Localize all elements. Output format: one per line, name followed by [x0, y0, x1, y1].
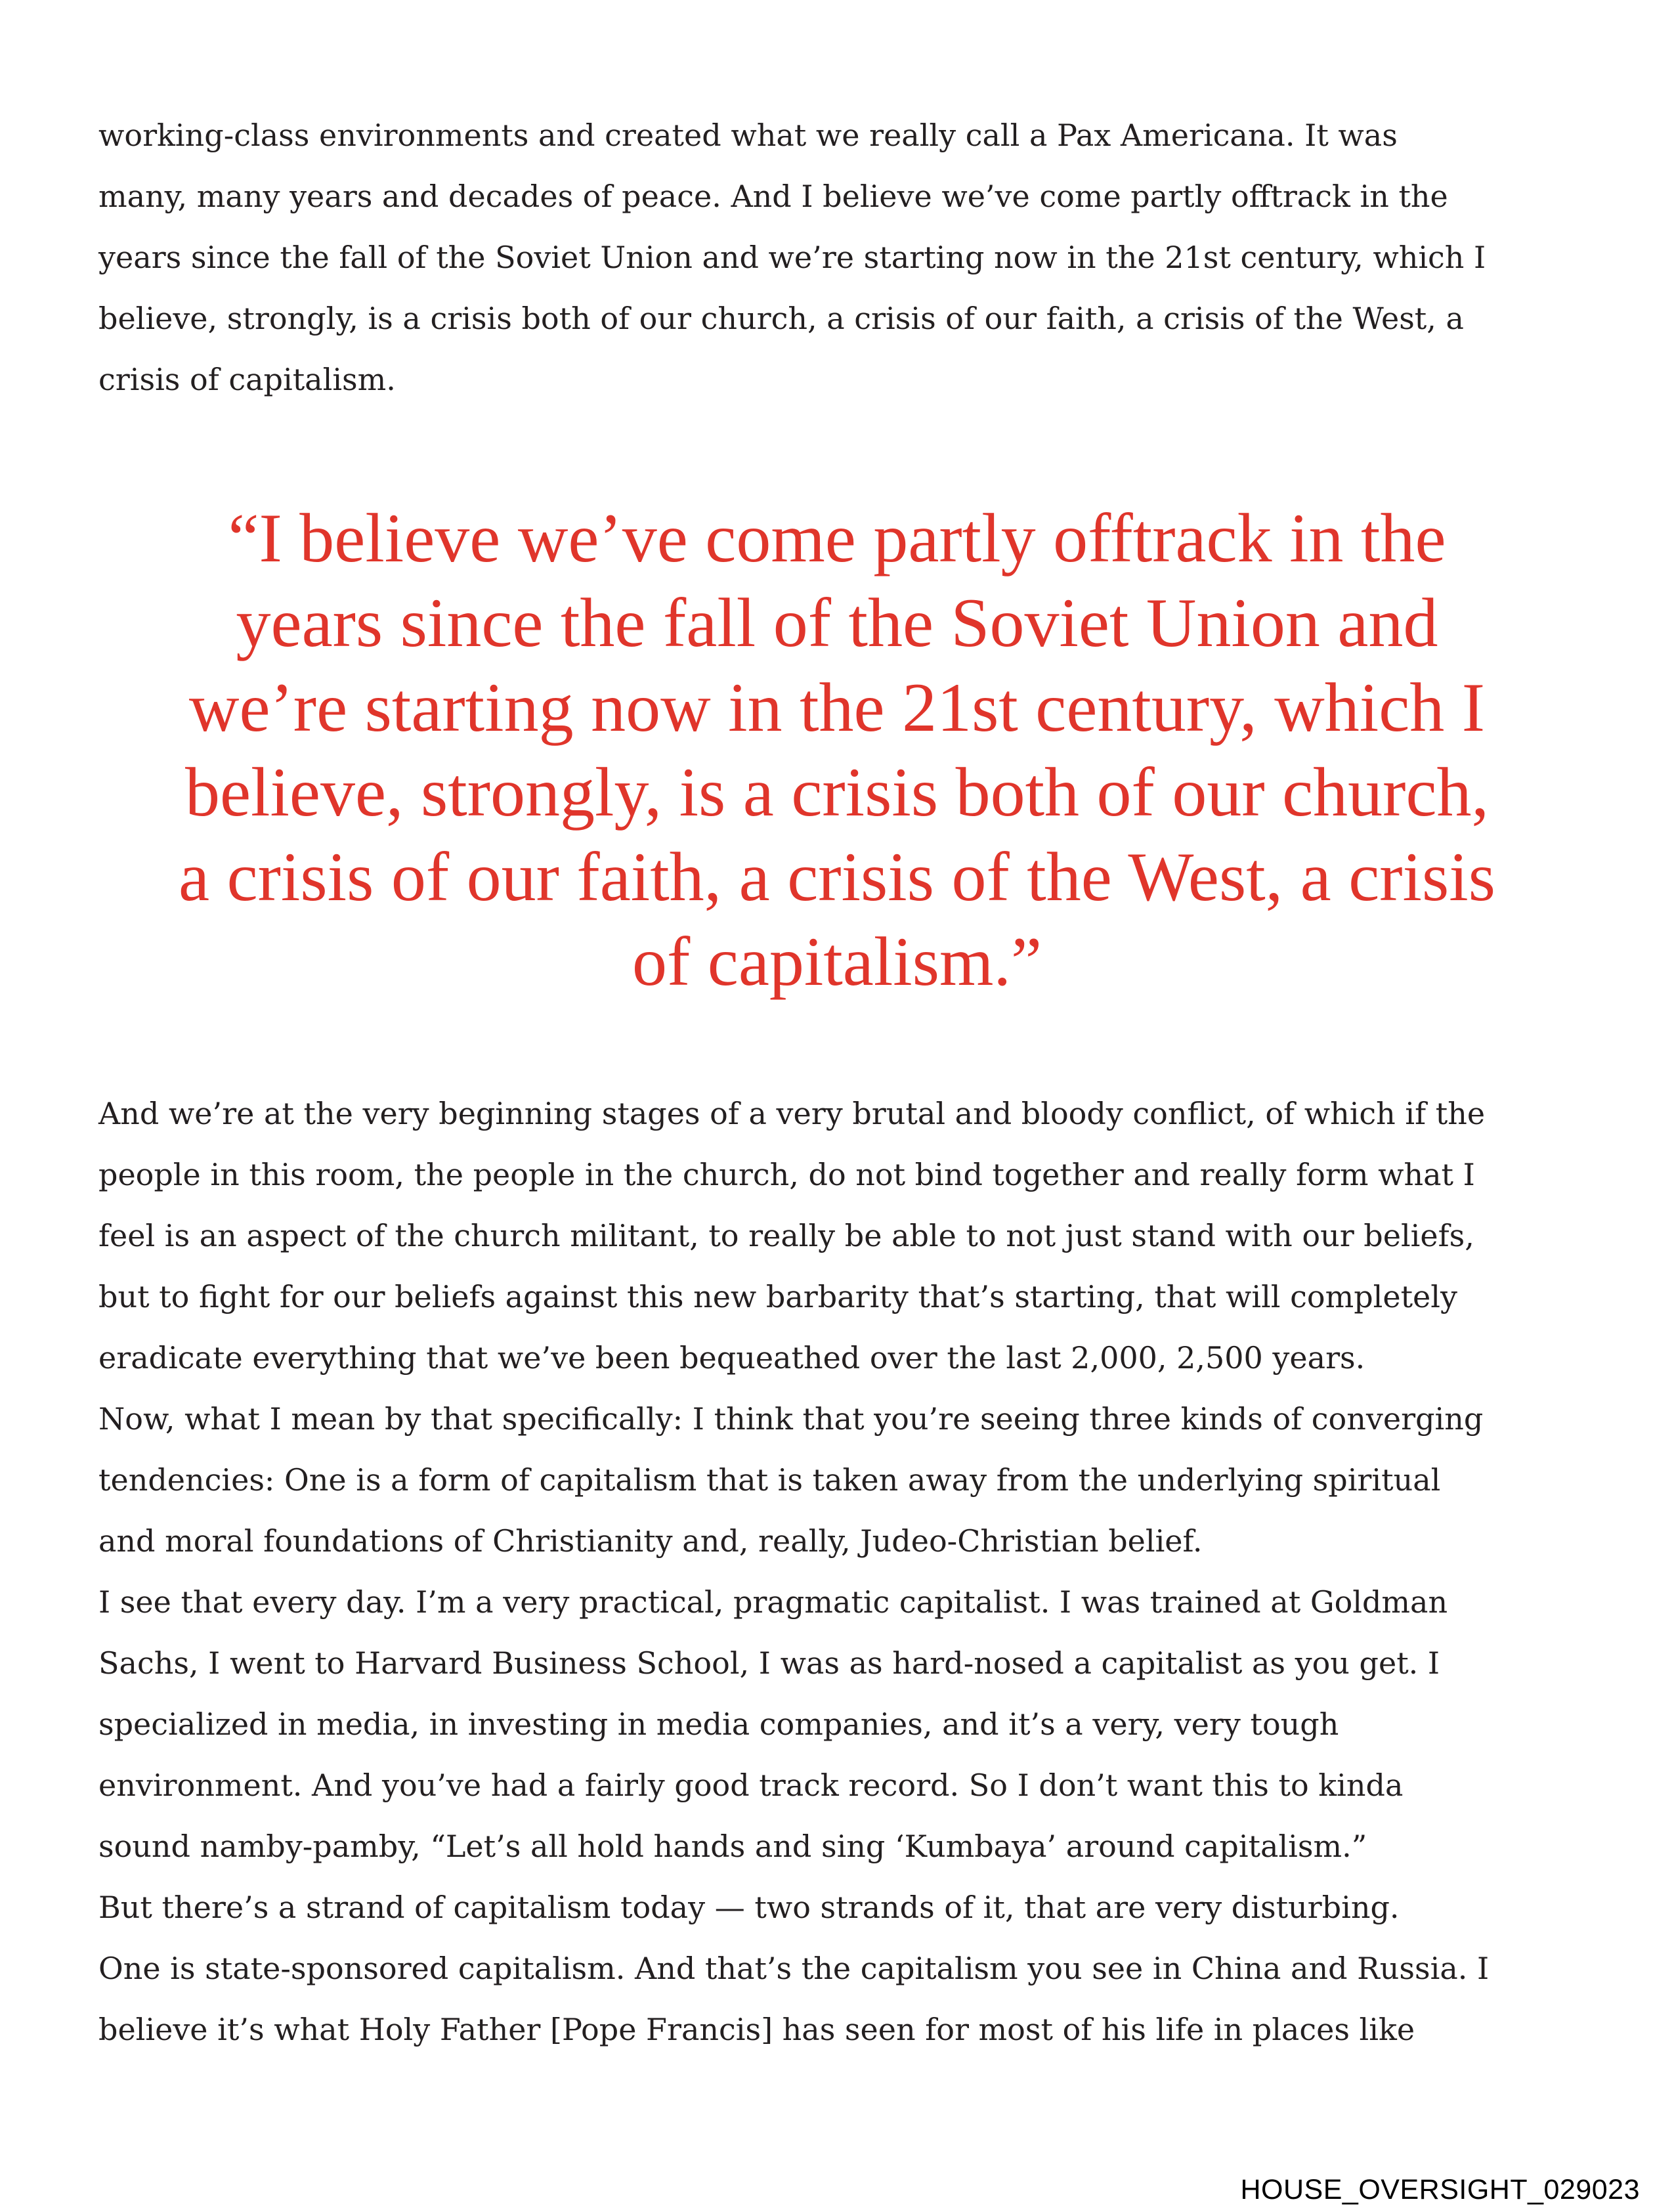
text-line: years since the fall of the Soviet Union and we’re starting now in the 21st century, which I: [98, 240, 1486, 275]
text-line: working-class environments and created what we really call a Pax Americana. It was: [98, 118, 1398, 153]
body-paragraph-2: [98, 1083, 1576, 2060]
text-line: environment. And you’ve had a fairly good track record. So I don’t want this to kinda: [98, 1767, 1404, 1803]
bates-number: HOUSE_OVERSIGHT_029023: [1240, 2174, 1640, 2205]
text-line: One is state-sponsored capitalism. And that’s the capitalism you see in China and Russia. I: [98, 1951, 1490, 1986]
pull-quote: [85, 496, 1589, 1004]
text-line: I see that every day. I’m a very practical, pragmatic capitalist. I was trained at Goldman: [98, 1584, 1448, 1620]
text-line: But there’s a strand of capitalism today — two strands of it, that are very disturbing.: [98, 1890, 1400, 1925]
pull-quote-line: a crisis of our faith, a crisis of the West, a crisis: [179, 838, 1495, 915]
text-line: but to fight for our beliefs against this new barbarity that’s starting, that will completely: [98, 1279, 1457, 1314]
pull-quote-line: “I believe we’ve come partly offtrack in the: [228, 500, 1446, 576]
text-line: sound namby-pamby, “Let’s all hold hands and sing ‘Kumbaya’ around capitalism.”: [98, 1829, 1367, 1864]
text-line: people in this room, the people in the church, do not bind together and really form what I: [98, 1157, 1475, 1192]
text-line: tendencies: One is a form of capitalism that is taken away from the underlying spiritual: [98, 1462, 1441, 1498]
text-line: eradicate everything that we’ve been bequeathed over the last 2,000, 2,500 years.: [98, 1340, 1365, 1376]
pull-quote-line: years since the fall of the Soviet Union and: [236, 584, 1438, 661]
text-line: feel is an aspect of the church militant, to really be able to not just stand with our beliefs,: [98, 1218, 1474, 1253]
pull-quote-line: we’re starting now in the 21st century, which I: [188, 669, 1486, 746]
text-line: and moral foundations of Christianity and, really, Judeo-Christian belief.: [98, 1523, 1203, 1559]
text-line: Sachs, I went to Harvard Business School, I was as hard-nosed a capitalist as you get. I: [98, 1645, 1440, 1681]
body-paragraph-1: [98, 105, 1576, 410]
pull-quote-line: believe, strongly, is a crisis both of our church,: [184, 754, 1490, 831]
text-line: crisis of capitalism.: [98, 362, 396, 397]
pull-quote-line: of capitalism.”: [632, 923, 1042, 1000]
text-line: specialized in media, in investing in media companies, and it’s a very, very tough: [98, 1706, 1339, 1742]
text-line: believe it’s what Holy Father [Pope Francis] has seen for most of his life in places like: [98, 2012, 1415, 2047]
text-line: Now, what I mean by that specifically: I think that you’re seeing three kinds of converging: [98, 1401, 1484, 1437]
text-line: many, many years and decades of peace. And I believe we’ve come partly offtrack in the: [98, 179, 1448, 214]
text-line: believe, strongly, is a crisis both of our church, a crisis of our faith, a crisis of the West, a: [98, 301, 1464, 336]
text-line: And we’re at the very beginning stages of a very brutal and bloody conflict, of which if the: [98, 1096, 1486, 1131]
